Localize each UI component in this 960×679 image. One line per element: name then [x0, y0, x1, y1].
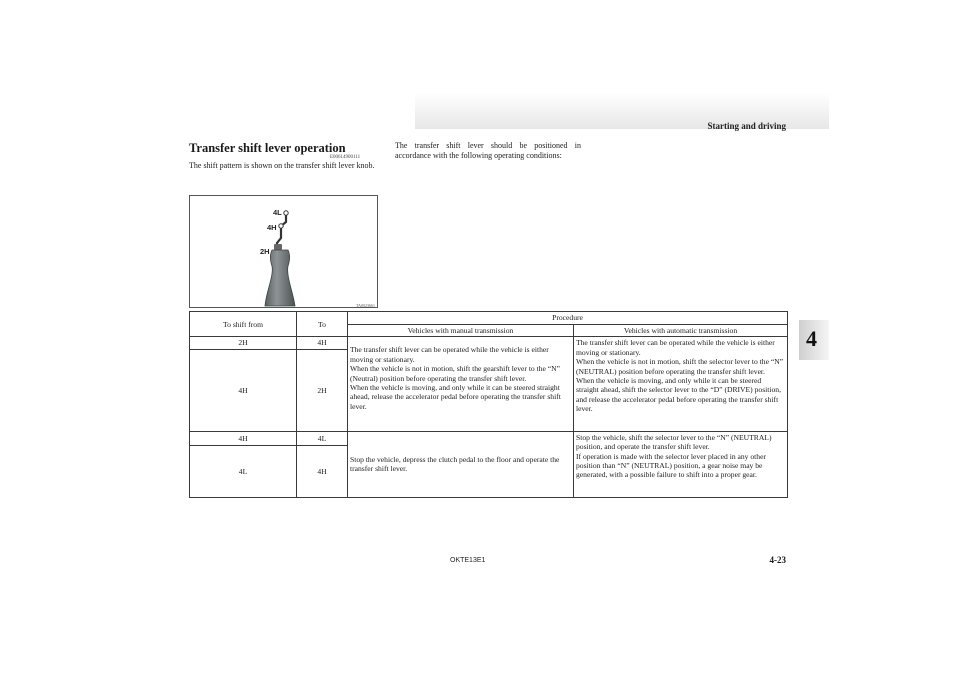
cell-from: 4H: [190, 349, 297, 431]
shift-lever-figure: [189, 195, 378, 308]
section-code: E00614900111: [330, 155, 361, 160]
gate-label-2h: 2H: [260, 247, 270, 256]
intro-text-right: The transfer shift lever should be positioned in accordance with the following operating conditions:: [395, 141, 581, 160]
gate-4l-marker: [284, 211, 288, 215]
cell-to: 4H: [297, 445, 348, 497]
table-row: [190, 431, 788, 445]
shift-knob: [265, 250, 295, 306]
cell-manual-procedure-2: Stop the vehicle, depress the clutch pedal to the floor and operate the transfer shift lever.: [348, 431, 574, 497]
cell-from: 2H: [190, 337, 297, 349]
cell-from: 4L: [190, 445, 297, 497]
header-shift-from: To shift from: [190, 312, 297, 337]
cell-manual-procedure-1: The transfer shift lever can be operated while the vehicle is either moving or stationary. When the vehicle is not in motion, shift the gearshift lever to the “N” (Neutral) position before operating the transfer shift lever. When the vehicle is moving, and only while it can be steered straight ahead, release the accelerator pedal before operating the transfer shift lever.: [348, 337, 574, 431]
chapter-number: 4: [806, 326, 817, 351]
cell-to: 2H: [297, 349, 348, 431]
table-row: [190, 337, 788, 349]
cell-automatic-procedure-2: Stop the vehicle, shift the selector lever to the “N” (NEUTRAL) position, and operate the transfer shift lever. If operation is made with the selector lever placed in any other position than “N” (NEUTRAL) position, a gear noise may be generated, with a possible failure to shift into a proper gear.: [574, 431, 788, 497]
document-code: OKTE13E1: [450, 557, 486, 564]
cell-to: 4H: [297, 337, 348, 349]
cell-automatic-procedure-1: The transfer shift lever can be operated while the vehicle is either moving or stationary. When the vehicle is not in motion, shift the selector lever to the “N” (NEUTRAL) position before operating the transfer shift lever. When the vehicle is moving, and only while it can be steered straight ahead, shift the selector lever to the “D” (DRIVE) position, and release the accelerator pedal before operating the transfer shift lever.: [574, 337, 788, 431]
gate-label-4h: 4H: [267, 223, 277, 232]
cell-to: 4L: [297, 431, 348, 445]
gate-label-4l: 4L: [273, 208, 282, 217]
gate-4h-marker: [279, 224, 283, 228]
header-automatic: Vehicles with automatic transmission: [574, 325, 788, 337]
header-manual: Vehicles with manual transmission: [348, 325, 574, 337]
shift-pattern-path: [277, 214, 286, 246]
intro-text-left: The shift pattern is shown on the transfer shift lever knob.: [189, 161, 375, 170]
shift-lever-illustration: [190, 196, 377, 307]
section-title: Transfer shift lever operation: [189, 141, 346, 155]
running-header: Starting and driving: [707, 121, 786, 131]
procedure-table: [189, 311, 788, 498]
header-to: To: [297, 312, 348, 337]
header-procedure: Procedure: [348, 312, 788, 325]
figure-code: TA0023661: [356, 303, 376, 308]
cell-from: 4H: [190, 431, 297, 445]
page-number: 4-23: [769, 555, 786, 565]
lever-neck: [274, 244, 282, 250]
table-header-row: [190, 312, 788, 325]
